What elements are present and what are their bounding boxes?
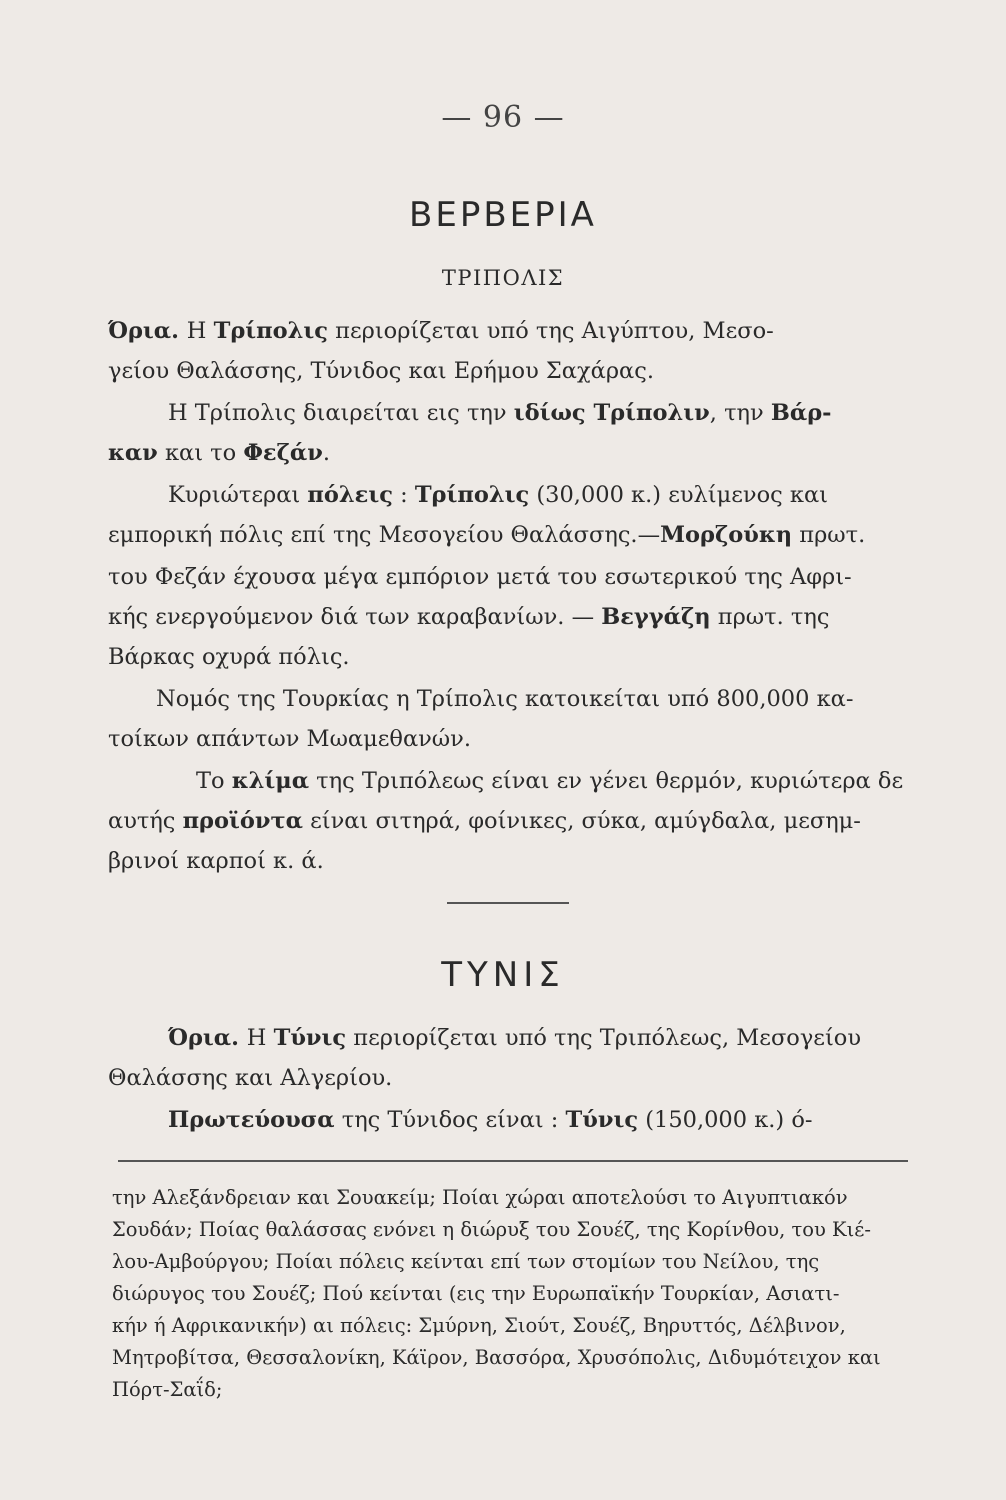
text-line: βρινοί καρποί κ. ά.: [108, 848, 324, 874]
text-line: Θαλάσσης και Αλγερίου.: [108, 1065, 393, 1091]
text-line: Όρια. Η Τρίπολις περιορίζεται υπό της Αιγύπτου, Μεσο-: [108, 318, 774, 344]
text-line: Όρια. Η Τύνις περιορίζεται υπό της Τριπόλεως, Μεσογείου: [168, 1025, 862, 1051]
footnote-line: κήν ή Αφρικανικήν) αι πόλεις: Σμύρνη, Σιούτ, Σουέζ, Βηρυττός, Δέλβινον,: [112, 1314, 846, 1337]
text-line: του Φεζάν έχουσα μέγα εμπόριον μετά του εσωτερικού της Αφρι-: [108, 564, 852, 590]
text-line: κής ενεργούμενον διά των καραβανίων. — Βεγγάζη πρωτ. της: [108, 604, 830, 630]
footnote-rule: [118, 1160, 908, 1162]
text-line: Το κλίμα της Τριπόλεως είναι εν γένει θερμόν, κυριώτερα δε: [196, 768, 904, 794]
text-line: Πρωτεύουσα της Τύνιδος είναι : Τύνις (150,000 κ.) ό-: [168, 1107, 813, 1133]
footnote-line: διώρυγος του Σουέζ; Πού κείνται (εις την Ευρωπαϊκήν Τουρκίαν, Ασιατι-: [112, 1282, 840, 1305]
footnote-line: Μητροβίτσα, Θεσσαλονίκη, Κάϊρον, Βασσόρα, Χρυσόπολις, Διδυμότειχον και: [112, 1346, 881, 1369]
footnote-line: την Αλεξάνδρειαν και Σουακείμ; Ποίαι χώραι αποτελούσι το Αιγυπτιακόν: [112, 1186, 848, 1209]
text-line: Νομός της Τουρκίας η Τρίπολις κατοικείται υπό 800,000 κα-: [156, 686, 854, 712]
text-line: εμπορική πόλις επί της Μεσογείου Θαλάσσης.—Μορζούκη πρωτ.: [108, 522, 866, 548]
text-line: γείου Θαλάσσης, Τύνιδος και Ερήμου Σαχάρας.: [108, 358, 654, 384]
footnote-line: λου-Αμβούργου; Ποίαι πόλεις κείνται επί των στομίων του Νείλου, της: [112, 1250, 820, 1273]
section-title-tunis: ΤΥΝΙΣ: [441, 955, 565, 995]
text-line: Βάρκας οχυρά πόλις.: [108, 644, 350, 670]
subsection-title-tripoli: ΤΡΙΠΟΛΙΣ: [441, 266, 565, 290]
page-number: — 96 —: [441, 100, 565, 135]
text-line: αυτής προϊόντα είναι σιτηρά, φοίνικες, σύκα, αμύγδαλα, μεσημ-: [108, 808, 861, 834]
text-line: Κυριώτεραι πόλεις : Τρίπολις (30,000 κ.) ευλίμενος και: [168, 482, 828, 508]
footnote-line: Σουδάν; Ποίας θαλάσσας ενόνει η διώρυξ του Σουέζ, της Κορίνθου, του Κιέ-: [112, 1218, 871, 1241]
text-line: Η Τρίπολις διαιρείται εις την ιδίως Τρίπολιν, την Βάρ-: [168, 400, 832, 426]
section-title-berberia: ΒΕΡΒΕΡΙΑ: [409, 195, 597, 235]
section-divider: [447, 902, 569, 904]
text-line: καν και το Φεζάν.: [108, 440, 331, 466]
text-line: τοίκων απάντων Μωαμεθανών.: [108, 726, 471, 752]
footnote-line: Πόρτ-Σαΐδ;: [112, 1378, 223, 1401]
